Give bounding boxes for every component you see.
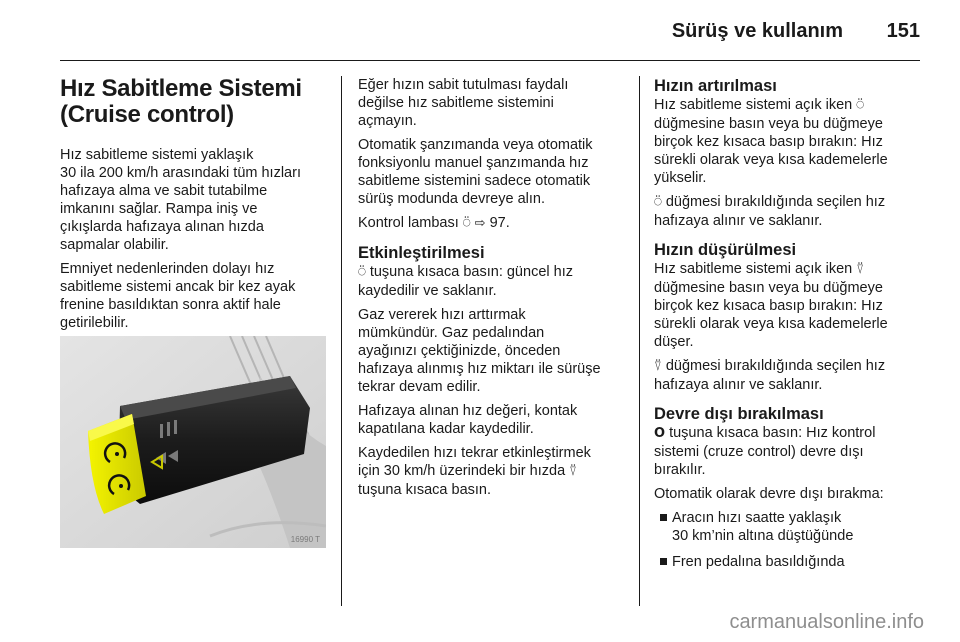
paragraph: Hız sabitleme sistemi açık iken ⍥ düğmesine basın veya bu düğmeye birçok kez kısaca basıp bırakın: Hız sürekli olarak veya kısa kademelerle yükselir.: [654, 97, 888, 186]
cruise-set-minus-icon: ⍥: [654, 195, 662, 210]
paragraph: Otomatik olarak devre dışı bırakma:: [654, 486, 884, 502]
column-divider: [639, 76, 640, 606]
intro-paragraph: Hız sabitleme sistemi yaklaşık 30 ila 200 km/h arasındaki tüm hızları hafızaya alma ve sabit tutabilme imkanını sağlar. Rampa iniş ve çıkışlarda hafızaya alınan hızda sapmalar olabilir.: [60, 147, 301, 253]
page-title: Hız Sabitleme Sistemi (Cruise control): [60, 75, 302, 128]
paragraph: Gaz vererek hızı arttırmak mümkündür. Gaz pedalından ayağınızı çektiğinizde, önceden hafızaya alınmış hız miktarı ile sürüşe tekrar devam edilir.: [358, 307, 601, 395]
figure-id: 16990 T: [290, 535, 320, 544]
page-reference-icon: ⇨: [474, 216, 486, 231]
lever-illustration: [60, 336, 326, 548]
heading-activation: Etkinleştirilmesi: [358, 244, 485, 262]
list-item: Fren pedalına basıldığında: [654, 553, 924, 571]
section-title: Sürüş ve kullanım: [671, 20, 843, 42]
column-divider: [341, 76, 342, 606]
paragraph: Hız sabitleme sistemi açık iken ⍢ düğmesine basın veya bu düğmeye birçok kez kısaca basıp bırakın: Hız sürekli olarak veya kısa kademelerle düşer.: [654, 261, 888, 350]
cruise-resume-plus-icon: ⍢: [856, 262, 865, 277]
heading-decrease: Hızın düşürülmesi: [654, 241, 797, 259]
cruise-off-icon: O: [654, 426, 666, 441]
paragraph: ⍥ tuşuna kısaca basın: güncel hız kaydedilir ve saklanır.: [358, 264, 573, 299]
list-item: Aracın hızı saatte yaklaşık 30 km’nin altına düştüğünde: [654, 509, 924, 545]
paragraph: ⍥ düğmesi bırakıldığında seçilen hız hafızaya alınır ve saklanır.: [654, 194, 886, 229]
cruise-resume-plus-icon: ⍢: [654, 359, 662, 374]
paragraph: Hafızaya alınan hız değeri, kontak kapatılana kadar kaydedilir.: [358, 403, 578, 437]
cruise-resume-plus-icon: ⍢: [569, 464, 577, 479]
cruise-lamp-icon: ⍥: [462, 216, 471, 231]
column-1: [60, 76, 328, 338]
control-lamp-reference: Kontrol lambası ⍥ ⇨ 97.: [358, 215, 510, 231]
page-header: [60, 12, 920, 56]
heading-increase: Hızın artırılması: [654, 77, 777, 95]
bullet-icon: [660, 514, 667, 521]
cruise-control-lever-figure: [60, 336, 326, 548]
safety-paragraph: Emniyet nedenlerinden dolayı hız sabitleme sistemi ancak bir kez ayak frenine basıldıktan sonra aktif hale getirilebilir.: [60, 261, 296, 331]
paragraph: Otomatik şanzımanda veya otomatik fonksiyonlu manuel şanzımanda hız sabitleme sistemini sadece otomatik sürüş modunda devreye alın.: [358, 137, 593, 207]
column-2: [358, 76, 626, 505]
heading-deactivate: Devre dışı bırakılması: [654, 405, 824, 423]
paragraph: O tuşuna kısaca basın: Hız kontrol sistemi (cruze control) devre dışı bırakılır.: [654, 425, 876, 478]
bullet-icon: [660, 558, 667, 565]
paragraph: Kaydedilen hızı tekrar etkinleştirmek için 30 km/h üzerindeki bir hızda ⍢ tuşuna kısaca basın.: [358, 445, 591, 498]
column-3: [654, 76, 924, 579]
paragraph: ⍢ düğmesi bırakıldığında seçilen hız hafızaya alınır ve saklanır.: [654, 358, 886, 393]
cruise-set-minus-icon: ⍥: [358, 265, 366, 280]
auto-deactivate-list: [654, 509, 924, 571]
paragraph: Eğer hızın sabit tutulması faydalı değilse hız sabitleme sistemini açmayın.: [358, 77, 569, 129]
header-rule: [60, 60, 920, 61]
page-number: 151: [886, 20, 920, 42]
watermark: carmanualsonline.info: [729, 611, 924, 633]
cruise-set-minus-icon: ⍥: [856, 98, 865, 113]
